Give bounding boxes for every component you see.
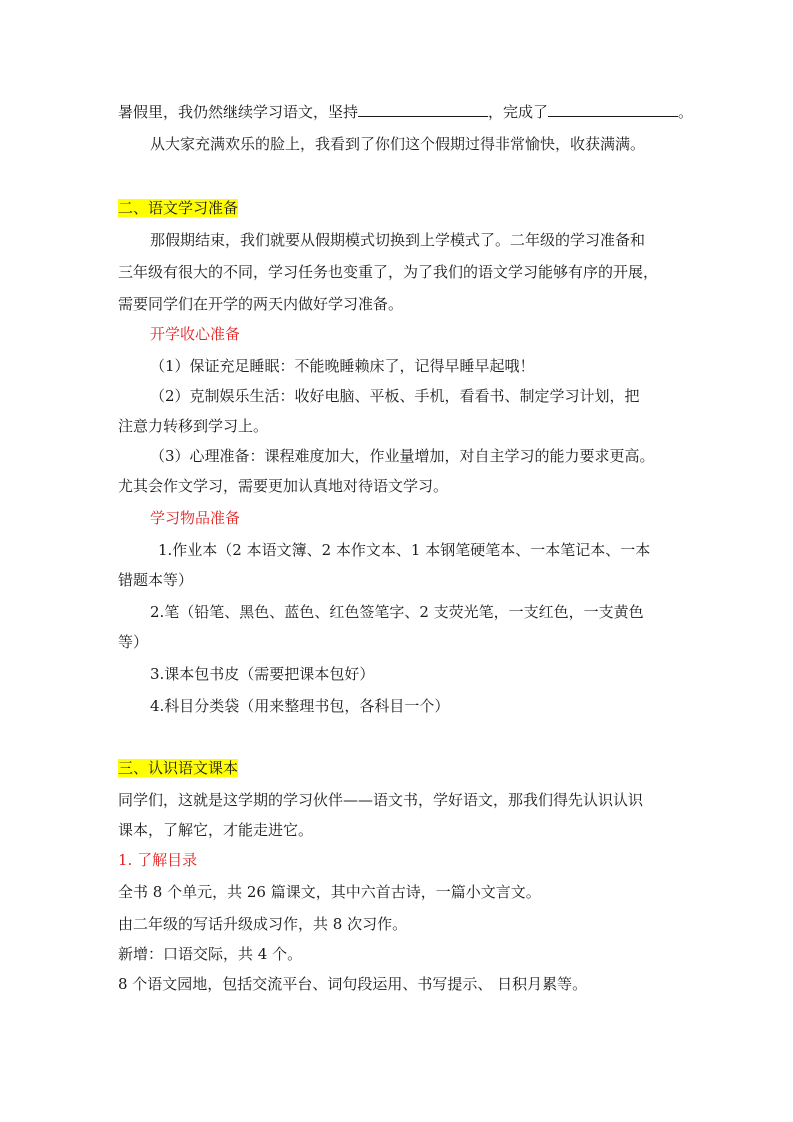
mindset-item-3: （3）心理准备：课程难度加大，作业量增加，对自主学习的能力要求更高。 [150, 447, 655, 465]
supply-item-4: 4.科目分类袋（用来整理书包，各科目一个） [150, 697, 450, 715]
mindset-item-3-cont: 尤其会作文学习，需要更加认真地对待语文学习。 [118, 477, 449, 495]
subheading-toc: 1. 了解目录 [118, 851, 198, 869]
section-2-para-line-1: 那假期结束，我们就要从假期模式切换到上学模式了。二年级的学习准备和 [150, 231, 646, 249]
section-2-heading-text: 二、语文学习准备 [118, 199, 239, 217]
supply-item-2: 2.笔（铅笔、黑色、蓝色、红色签笔字、2 支荧光笔，一支红色，一支黄色 [150, 603, 644, 621]
intro-text-2: ，完成了 [488, 103, 549, 121]
intro-text-3: 。 [678, 103, 694, 121]
supply-item-1-cont: 错题本等） [118, 571, 194, 589]
subheading-supplies: 学习物品准备 [150, 509, 241, 527]
subheading-mindset: 开学收心准备 [150, 325, 241, 343]
intro-text-1: 暑假里，我仍然继续学习语文，坚持 [118, 103, 359, 121]
supply-item-1: 1.作业本（2 本语文簿、2 本作文本、1 本钢笔硬笔本、一本笔记本、一本 [158, 541, 651, 559]
section-3-para-line-2: 课本，了解它，才能走进它。 [118, 821, 314, 839]
mindset-item-1: （1）保证充足睡眠：不能晚睡赖床了，记得早睡早起哦！ [150, 357, 535, 375]
toc-line-3: 新增：口语交际，共 4 个。 [118, 945, 303, 963]
section-2-heading [118, 198, 238, 218]
fill-blank-2[interactable] [548, 102, 678, 117]
toc-line-2: 由二年级的写话升级成习作，共 8 次习作。 [118, 915, 408, 933]
mindset-item-2-cont: 注意力转移到学习上。 [118, 417, 269, 435]
section-3-heading [118, 758, 238, 778]
intro-line-2: 从大家充满欢乐的脸上，我看到了你们这个假期过得非常愉快，收获满满。 [150, 135, 646, 153]
mindset-item-2: （2）克制娱乐生活：收好电脑、平板、手机，看看书、制定学习计划，把 [150, 387, 640, 405]
supply-item-2-cont: 等） [118, 633, 149, 651]
section-3-heading-text: 三、认识语文课本 [118, 759, 239, 777]
supply-item-3: 3.课本包书皮（需要把课本包好） [150, 665, 375, 683]
toc-line-4: 8 个语文园地，包括交流平台、词句段运用、书写提示、 日积月累等。 [118, 975, 588, 993]
section-2-para-line-2: 三年级有很大的不同，学习任务也变重了，为了我们的语文学习能够有序的开展， [118, 263, 659, 281]
section-3-para-line-1: 同学们，这就是这学期的学习伙伴——语文书，学好语文，那我们得先认识认识 [118, 791, 644, 809]
section-2-para-line-3: 需要同学们在开学的两天内做好学习准备。 [118, 295, 404, 313]
intro-line-1 [118, 102, 693, 122]
toc-line-1: 全书 8 个单元，共 26 篇课文，其中六首古诗，一篇小文言文。 [118, 883, 541, 901]
fill-blank-1[interactable] [358, 102, 488, 117]
